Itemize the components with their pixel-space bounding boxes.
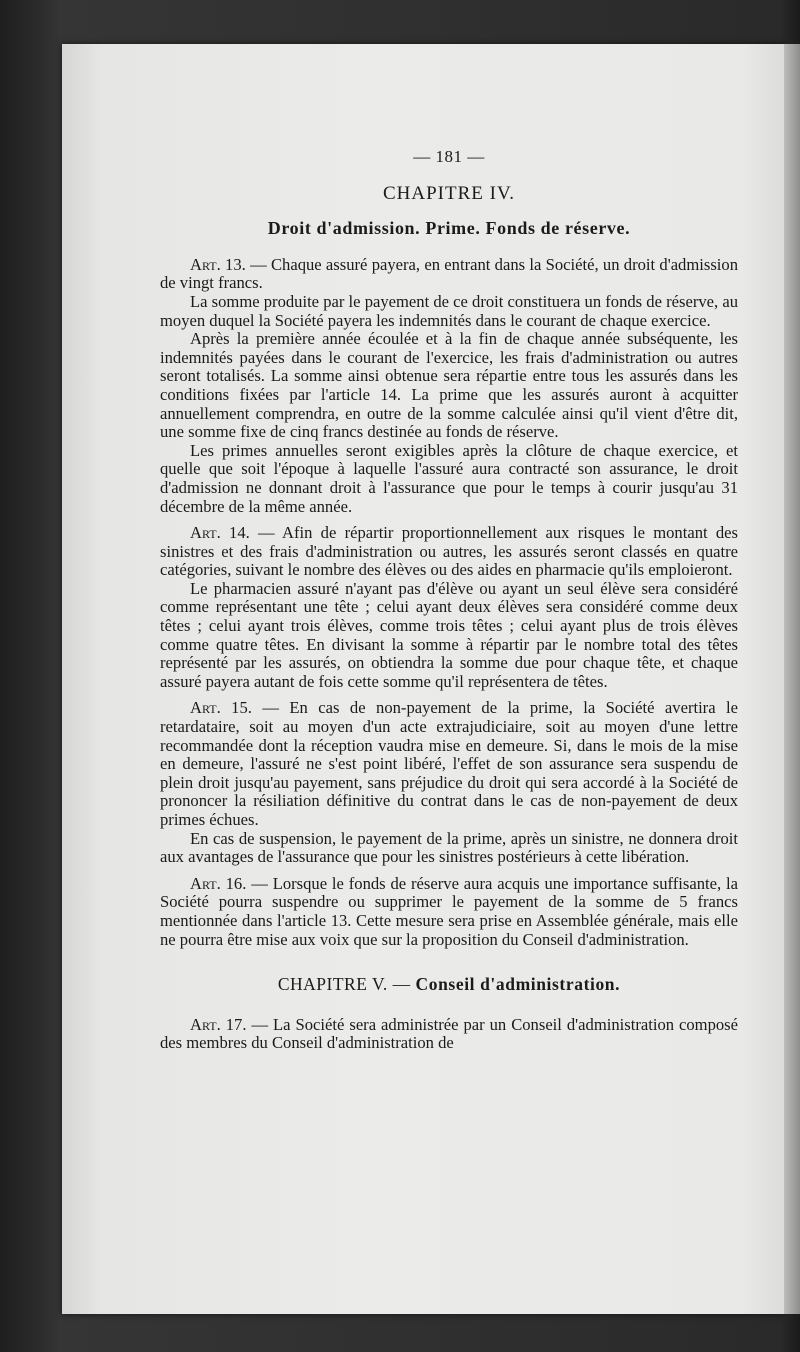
chapter-iv-heading: CHAPITRE IV. [383,182,515,204]
paragraph-art-17 [160,1016,738,1053]
paragraph [160,293,738,330]
paragraph-text: — En cas de non-payement de la prime, la Société avertira le retardataire, soit au moyen d'un acte extrajudiciaire, soit au moyen d'une lettre recommandée dont la réception vaudra mise en demeure. Si, dans le mois de la mise en demeure, l'assuré ne s'est point libéré, l'effet de son assurance sera suspendu de plein droit jusqu'au payement, sans préjudice du droit qui sera accordé à la Société de prononcer la résiliation définitive du contrat dans le cas de non-payement de deux primes échues. [160,698,738,829]
paragraph-text: Le pharmacien assuré n'ayant pas d'élève ou ayant un seul élève sera considéré comme représentant une tête ; celui ayant deux élèves sera considéré comme deux têtes ; celui ayant trois élèves, comme trois têtes ; celui ayant plus de trois élèves comme quatre têtes. En divisant la somme à répartir par le nombre total des têtes représenté par les assurés, on obtiendra la somme due pour chaque tête, et chaque assuré payera autant de fois cette somme qu'il représentera de têtes. [160,578,738,691]
paragraph-text: En cas de suspension, le payement de la prime, après un sinistre, ne donnera droit aux avantages de l'assurance que pour les sinistres postérieurs à cette libération. [160,828,738,867]
paragraph-text: — Lorsque le fonds de réserve aura acquis une importance suffisante, la Société pourra suspendre ou supprimer le payement de la somme de 5 francs mentionnée dans l'article 13. Cette mesure sera prise en Assemblée générale, mais elle ne pourra être mise aux voix que sur la proposition du Conseil d'administration. [160,873,738,949]
paragraph-art-15 [160,699,738,829]
paragraph-art-16 [160,875,738,949]
chapter-iv-title: Droit d'admission. Prime. Fonds de réserve. [267,218,631,239]
article-label: Art. 16. [190,873,247,893]
article-label: Art. 14. [190,523,250,543]
paragraph-text: — La Société sera administrée par un Conseil d'administration composé des membres du Conseil d'administration de [160,1014,739,1053]
article-label: Art. 17. [190,1014,247,1034]
paragraph [160,580,738,692]
page-content [160,148,738,1053]
paragraph-art-13 [160,256,738,293]
article-label: Art. 15. [190,698,252,718]
chapter-v-heading [160,975,738,994]
page-edge [784,44,800,1314]
paragraph-text: La somme produite par le payement de ce droit constituera un fonds de réserve, au moyen duquel la Société payera les indemnités dans le courant de chaque exercice. [160,291,738,330]
paragraph-art-14 [160,524,738,580]
paragraph-text: Après la première année écoulée et à la fin de chaque année subséquente, les indemnités payées dans le courant de l'exercice, les frais d'administration ou autres seront totalisés. La somme ainsi obtenue sera répartie entre tous les assurés dans les conditions fixées par l'article 14. La prime que les assurés auront à acquitter annuellement comprendra, en outre de la somme calculée ainsi qu'il vient d'être dit, une somme fixe de cinq francs destinée au fonds de réserve. [160,329,738,442]
paragraph-text: Les primes annuelles seront exigibles après la clôture de chaque exercice, et quelle que soit l'époque à laquelle l'assuré aura contracté son assurance, le droit d'admission ne donnant droit à l'assurance que pour le temps à courir jusqu'au 31 décembre de la même année. [160,440,738,516]
page-number: — 181 — [413,147,485,166]
article-label: Art. 13. [190,254,246,274]
paragraph [160,442,738,516]
chapter-v-number: CHAPITRE V. — [277,974,411,995]
chapter-v-title: Conseil d'administration. [415,974,621,995]
paragraph-text: — Chaque assuré payera, en entrant dans la Société, un droit d'admission de vingt francs. [160,254,738,293]
paragraph-text: — Afin de répartir proportionnellement aux risques le montant des sinistres et des frais d'administration ou autres, les assurés seront classés en quatre catégories, suivant le nombre des élèves ou des aides en pharmacie qu'ils emploieront. [160,523,738,580]
paragraph [160,330,738,442]
paragraph [160,830,738,867]
